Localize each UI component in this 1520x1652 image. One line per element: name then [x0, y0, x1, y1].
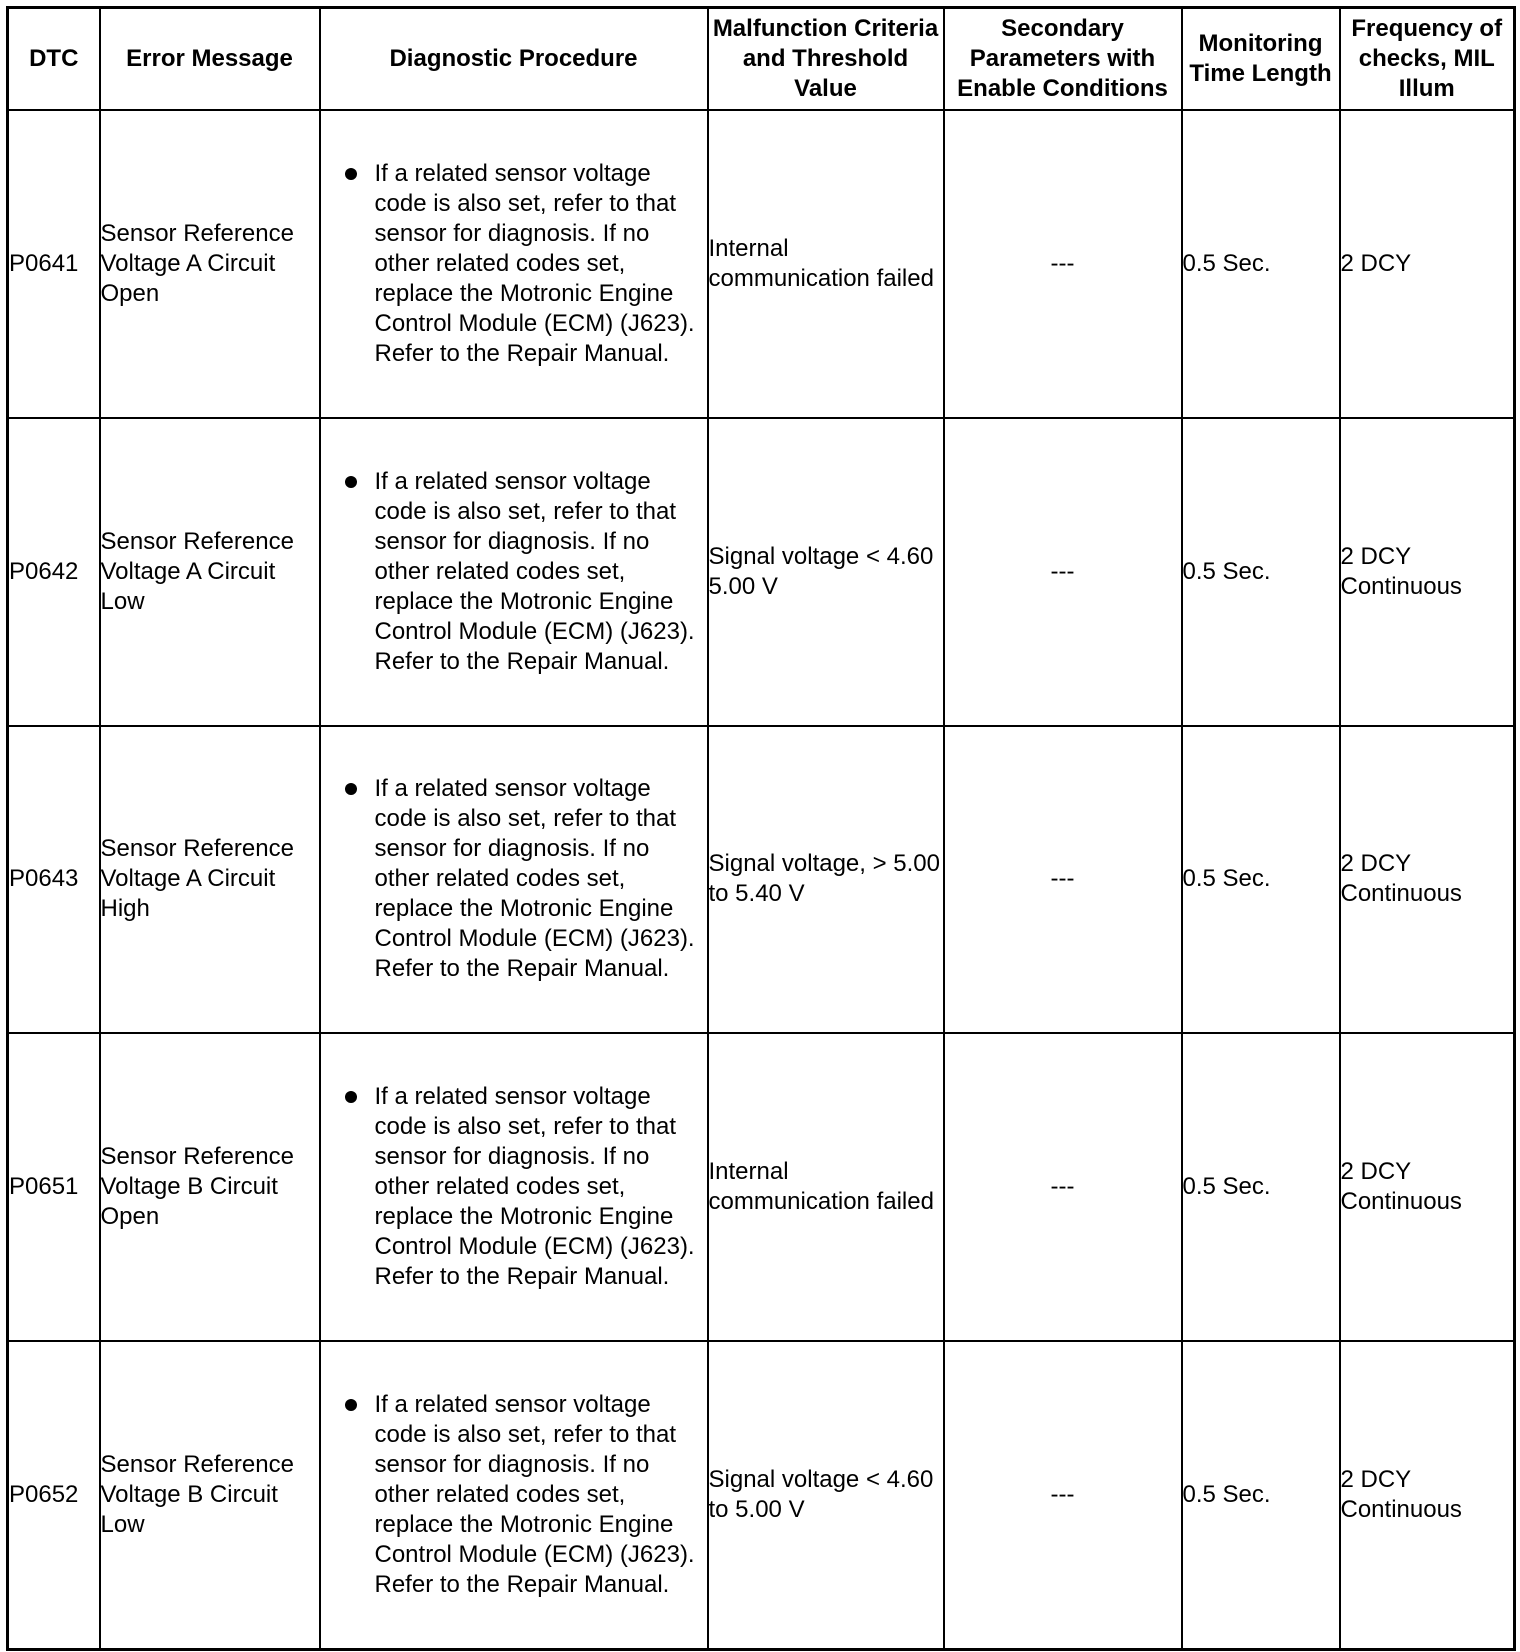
secondary-parameters: ---: [944, 726, 1182, 1034]
frequency: 2 DCY Continuous: [1340, 726, 1515, 1034]
malfunction-criteria: Signal voltage < 4.60 to 5.00 V: [708, 1341, 944, 1649]
diagnostic-procedure: [320, 418, 708, 726]
procedure-text: If a related sensor voltage code is also set, refer to that sensor for diagnosis. If no other related codes set, replace the Motronic Engine Control Module (ECM) (J623). Refer to the Repair Manual.: [374, 1083, 695, 1291]
table-row: [8, 1341, 1515, 1649]
secondary-parameters: ---: [944, 1033, 1182, 1341]
monitoring-time: 0.5 Sec.: [1182, 1033, 1340, 1341]
error-message: Sensor Reference Voltage B Circuit Low: [100, 1341, 320, 1649]
table-row: [8, 418, 1515, 726]
error-message: Sensor Reference Voltage A Circuit High: [100, 726, 320, 1034]
monitoring-time: 0.5 Sec.: [1182, 110, 1340, 418]
monitoring-time: 0.5 Sec.: [1182, 1341, 1340, 1649]
diagnostic-procedure: [320, 1341, 708, 1649]
table-header: [8, 8, 1515, 111]
frequency: 2 DCY Continuous: [1340, 1341, 1515, 1649]
malfunction-criteria: Signal voltage, > 5.00 to 5.40 V: [708, 726, 944, 1034]
error-message: Sensor Reference Voltage A Circuit Low: [100, 418, 320, 726]
bullet-icon: [345, 1091, 357, 1103]
header-malfunction-criteria: Malfunction Criteria and Threshold Value: [708, 8, 944, 111]
header-frequency: Frequency of checks, MIL Illum: [1340, 8, 1515, 111]
header-row: [8, 8, 1515, 111]
table-row: [8, 1033, 1515, 1341]
secondary-parameters: ---: [944, 1341, 1182, 1649]
header-secondary-parameters: Secondary Parameters with Enable Conditions: [944, 8, 1182, 111]
malfunction-criteria: Signal voltage < 4.60 5.00 V: [708, 418, 944, 726]
procedure-text: If a related sensor voltage code is also set, refer to that sensor for diagnosis. If no other related codes set, replace the Motronic Engine Control Module (ECM) (J623). Refer to the Repair Manual.: [374, 1391, 695, 1599]
dtc-table: [6, 6, 1516, 1651]
procedure-text: If a related sensor voltage code is also set, refer to that sensor for diagnosis. If no other related codes set, replace the Motronic Engine Control Module (ECM) (J623). Refer to the Repair Manual.: [374, 775, 695, 983]
error-message: Sensor Reference Voltage B Circuit Open: [100, 1033, 320, 1341]
header-dtc: DTC: [8, 8, 100, 111]
header-monitoring-time: Monitoring Time Length: [1182, 8, 1340, 111]
frequency: 2 DCY Continuous: [1340, 1033, 1515, 1341]
frequency: 2 DCY Continuous: [1340, 418, 1515, 726]
monitoring-time: 0.5 Sec.: [1182, 726, 1340, 1034]
header-error-message: Error Message: [100, 8, 320, 111]
procedure-text: If a related sensor voltage code is also set, refer to that sensor for diagnosis. If no other related codes set, replace the Motronic Engine Control Module (ECM) (J623). Refer to the Repair Manual.: [374, 159, 695, 367]
table-row: [8, 726, 1515, 1034]
dtc-code: P0642: [8, 418, 100, 726]
header-diagnostic-procedure: Diagnostic Procedure: [320, 8, 708, 111]
secondary-parameters: ---: [944, 110, 1182, 418]
dtc-code: P0641: [8, 110, 100, 418]
bullet-icon: [345, 783, 357, 795]
frequency: 2 DCY: [1340, 110, 1515, 418]
dtc-code: P0651: [8, 1033, 100, 1341]
dtc-code: P0652: [8, 1341, 100, 1649]
malfunction-criteria: Internal communication failed: [708, 110, 944, 418]
error-message: Sensor Reference Voltage A Circuit Open: [100, 110, 320, 418]
diagnostic-procedure: [320, 110, 708, 418]
table-body: [8, 110, 1515, 1650]
diagnostic-procedure: [320, 1033, 708, 1341]
bullet-icon: [345, 1399, 357, 1411]
bullet-icon: [345, 476, 357, 488]
procedure-text: If a related sensor voltage code is also set, refer to that sensor for diagnosis. If no other related codes set, replace the Motronic Engine Control Module (ECM) (J623). Refer to the Repair Manual.: [374, 467, 695, 675]
monitoring-time: 0.5 Sec.: [1182, 418, 1340, 726]
table-row: [8, 110, 1515, 418]
secondary-parameters: ---: [944, 418, 1182, 726]
dtc-code: P0643: [8, 726, 100, 1034]
bullet-icon: [345, 168, 357, 180]
diagnostic-procedure: [320, 726, 708, 1034]
malfunction-criteria: Internal communication failed: [708, 1033, 944, 1341]
